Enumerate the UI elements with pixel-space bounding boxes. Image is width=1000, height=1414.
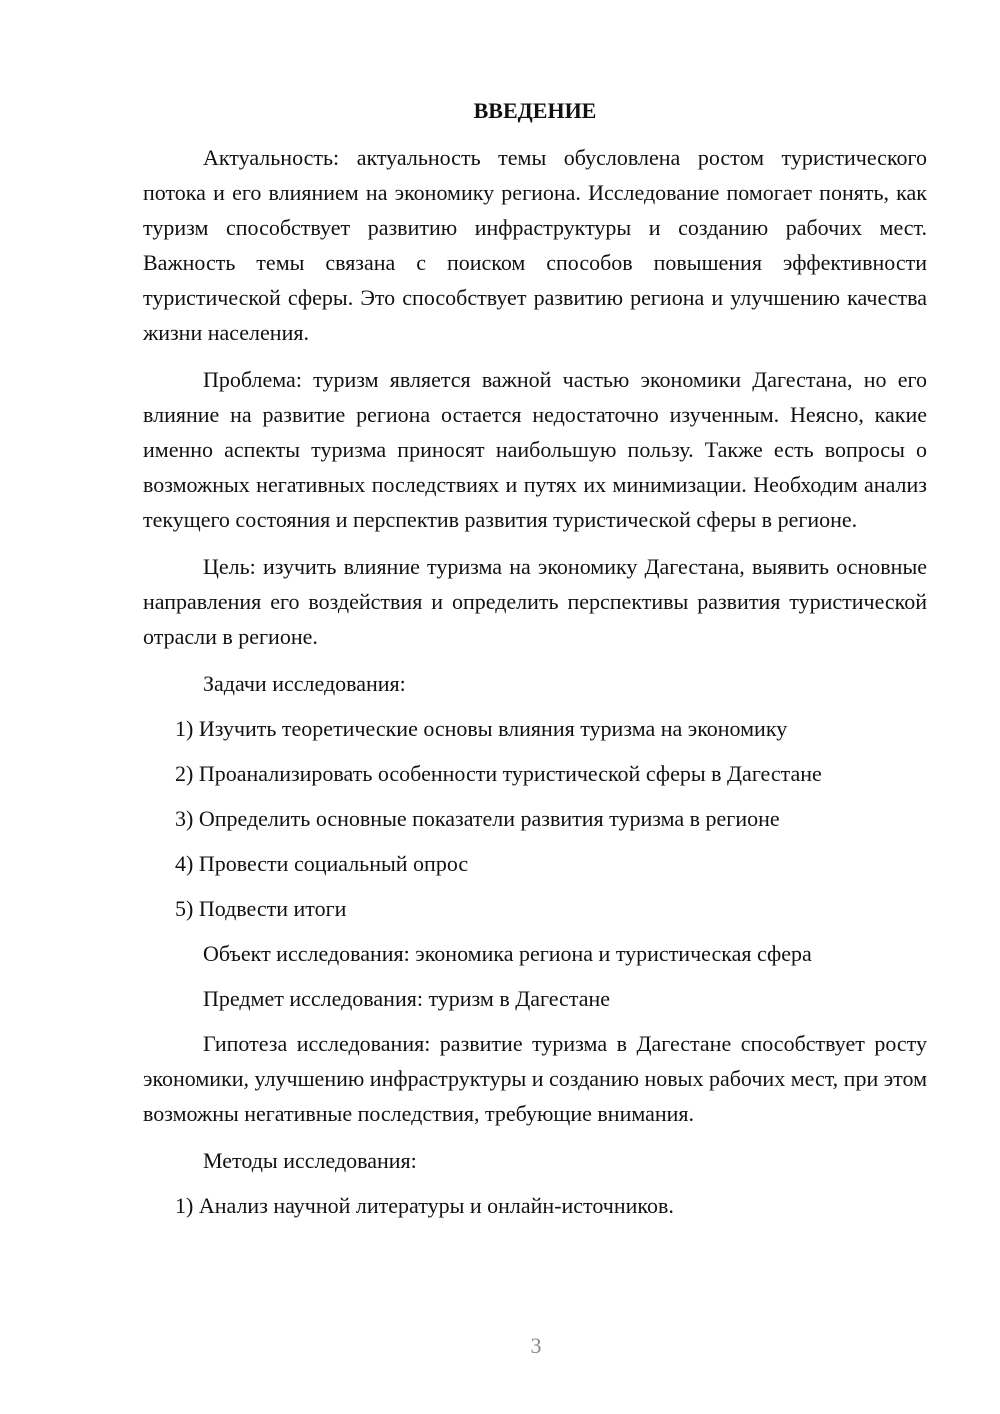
list-item: 1) Изучить теоретические основы влияния туризма на экономику [175, 716, 788, 741]
paragraph-problem: Проблема: туризм является важной частью экономики Дагестана, но его влияние на развитие региона остается недостаточно изученным. Неясно, какие именно аспекты туризма приносят наибольшую пользу. Также есть вопросы о возможных негативных последствиях и путях их минимизации. Необходим анализ текущего состояния и перспектив развития туристической сферы в регионе. [143, 367, 927, 532]
research-object: Объект исследования: экономика региона и туристическая сфера [203, 941, 812, 966]
list-item: 1) Анализ научной литературы и онлайн-источников. [175, 1193, 674, 1218]
list-item: 5) Подвести итоги [175, 896, 347, 921]
tasks-list [143, 711, 927, 926]
methods-list [143, 1188, 927, 1223]
section-title: ВВЕДЕНИЕ [473, 98, 597, 123]
research-subject: Предмет исследования: туризм в Дагестане [203, 986, 610, 1011]
paragraph-goal: Цель: изучить влияние туризма на экономику Дагестана, выявить основные направления его воздействия и определить перспективы развития туристической отрасли в регионе. [143, 554, 927, 649]
list-item: 4) Провести социальный опрос [175, 851, 469, 876]
tasks-heading: Задачи исследования: [203, 671, 406, 696]
document-body [143, 96, 927, 1233]
list-item: 3) Определить основные показатели развития туризма в регионе [175, 806, 780, 831]
list-item: 2) Проанализировать особенности туристической сферы в Дагестане [175, 761, 822, 786]
paragraph-hypothesis: Гипотеза исследования: развитие туризма в Дагестане способствует росту экономики, улучшению инфраструктуры и созданию новых рабочих мест, при этом возможны негативные последствия, требующие внимания. [143, 1031, 927, 1126]
paragraph-relevance: Актуальность: актуальность темы обусловлена ростом туристического потока и его влиянием на экономику региона. Исследование помогает понять, как туризм способствует развитию инфраструктуры и созданию рабочих мест. Важность темы связана с поиском способов повышения эффективности туристической сферы. Это способствует развитию региона и улучшению качества жизни населения. [143, 145, 927, 345]
methods-heading: Методы исследования: [203, 1148, 417, 1173]
page-number: 3 [530, 1333, 542, 1358]
